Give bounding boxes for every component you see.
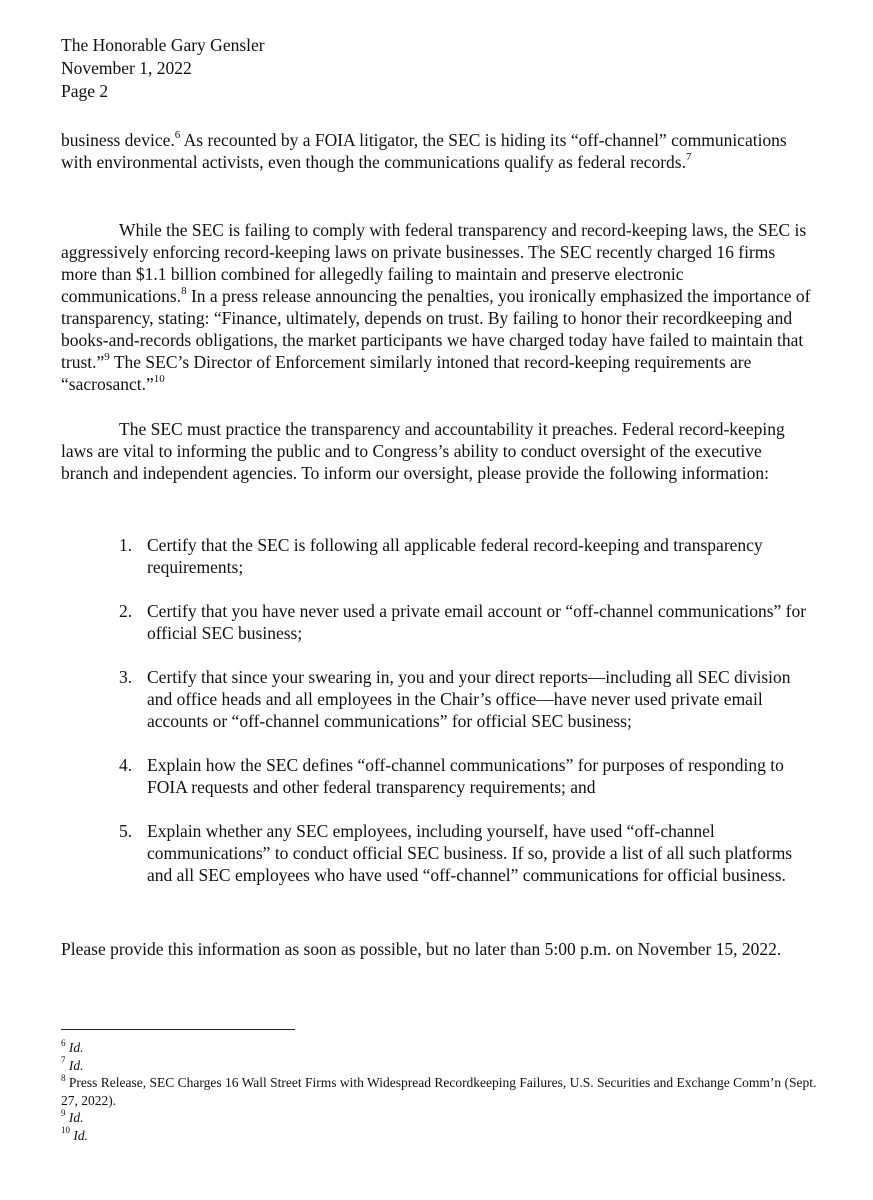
paragraph-text: The SEC’s Director of Enforcement similarly intoned that record-keeping requirements are “sacrosanct.” [61,352,752,394]
paragraph-enforcement [61,219,813,395]
footnote-divider [61,1029,295,1030]
list-number: 1. [119,535,133,555]
request-list [61,534,813,908]
footnote-text: Id. [73,1127,88,1143]
footnotes [61,1039,821,1144]
list-number: 3. [119,667,133,687]
footnote-ref: 9 [104,351,110,364]
footnote-ref: 6 [174,129,181,142]
list-text: Explain how the SEC defines “off-channel communications” for purposes of responding to FOIA requests and other federal transparency requirements; and [147,755,784,797]
footnote-text: Id. [68,1040,84,1055]
list-item [61,820,813,886]
footnote-number: 9 [61,1107,66,1118]
list-number: 5. [119,821,133,841]
footnote [61,1039,821,1057]
closing-paragraph: Please provide this information as soon as possible, but no later than 5:00 p.m. on November 15, 2022. [61,939,782,959]
list-text: Explain whether any SEC employees, including yourself, have used “off-channel communications” to conduct official SEC business. If so, provide a list of all such platforms and all SEC employees who have used “off-channel” communications for official business. [147,821,793,885]
list-item [61,754,813,798]
recipient-line: The Honorable Gary Gensler [61,35,265,55]
paragraph-text: While the SEC is failing to comply with federal transparency and record-keeping laws, the SEC is aggressively enforcing record-keeping laws on private businesses. The SEC recently charged 16 firms more than $1.1 billion combined for allegedly failing to maintain and preserve electronic communications. [61,220,807,306]
footnote-ref: 10 [153,373,165,386]
footnote-text: Id. [68,1110,84,1125]
footnote-number: 7 [61,1055,66,1065]
list-text: Certify that you have never used a private email account or “off-channel communications” for official SEC business; [147,601,807,643]
list-item [61,666,813,732]
footnote [61,1074,821,1109]
date-line: November 1, 2022 [61,58,192,78]
footnote-number: 8 [61,1072,66,1083]
list-number: 2. [119,601,133,621]
list-item [61,534,813,578]
list-text: Certify that since your swearing in, you and your direct reports—including all SEC division and office heads and all employees in the Chair’s office—have never used private email accounts or “off-channel communications” for official SEC business; [147,667,791,731]
footnote [61,1109,821,1127]
footnote-number: 10 [61,1125,70,1135]
footnote-ref: 7 [685,151,692,164]
paragraph-continuation [61,129,813,173]
letter-header [61,34,265,103]
footnote-text: Id. [68,1057,84,1073]
list-item [61,600,813,644]
page-number: Page 2 [61,81,109,101]
footnote-text: Press Release, SEC Charges 16 Wall Street Firms with Widespread Recordkeeping Failures, U.S. Securities and Exchange Comm’n (Sept. 27, 2022). [61,1075,817,1108]
list-text: Certify that the SEC is following all applicable federal record-keeping and transparency requirements; [147,535,763,577]
list-number: 4. [119,755,133,775]
paragraph-text: In a press release announcing the penalties, you ironically emphasized the importance of transparency, stating: “Finance, ultimately, depends on trust. By failing to honor their recordkeeping and books-and-records obligations, the market participants we have charged today have failed to maintain that trust.” [61,286,811,372]
footnote [61,1057,821,1075]
paragraph-text: As recounted by a FOIA litigator, the SEC is hiding its “off-channel” communications with environmental activists, even though the communications qualify as federal records. [61,130,787,172]
footnote-number: 6 [61,1037,66,1048]
paragraph-oversight: The SEC must practice the transparency and accountability it preaches. Federal record-keeping laws are vital to informing the public and to Congress’s ability to conduct oversight of the executive branch and independent agencies. To inform our oversight, please provide the following information: [61,419,785,483]
paragraph-text: business device. [61,130,175,150]
footnote-ref: 8 [181,285,187,298]
footnote [61,1127,821,1145]
